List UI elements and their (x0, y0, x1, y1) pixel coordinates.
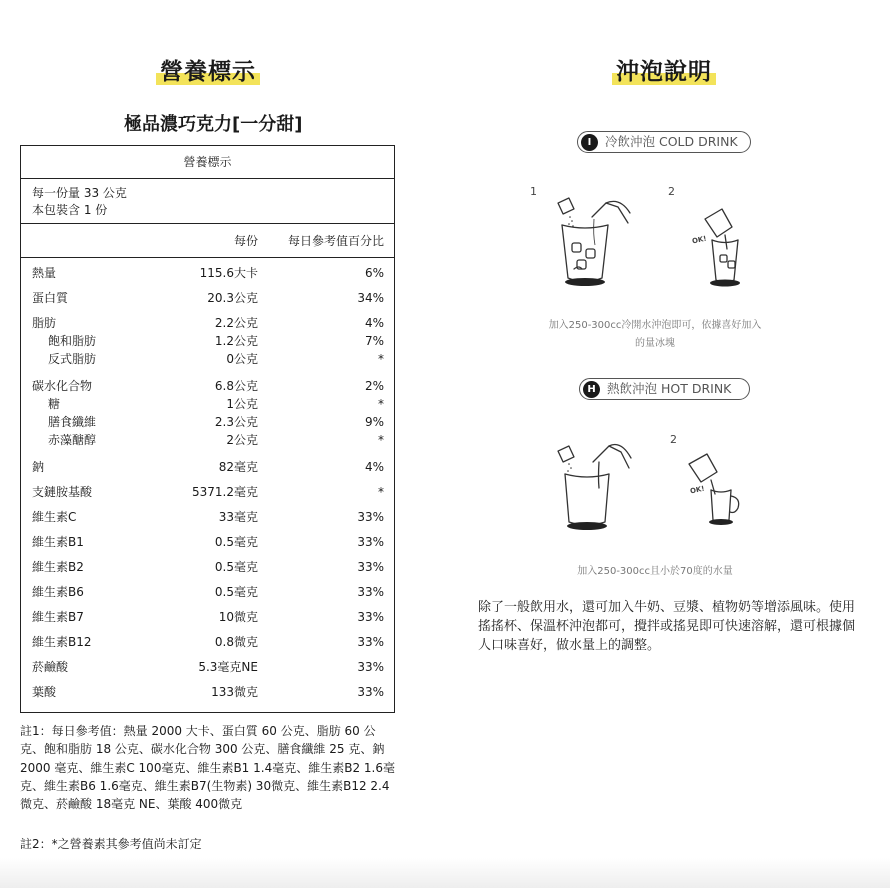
nutrient-amount: 1公克 (226, 397, 258, 411)
nutrient-amount: 2.2公克 (214, 316, 258, 330)
nutrition-row (21, 314, 394, 332)
bottom-fade (0, 858, 890, 888)
nutrient-daily-pct: 33% (357, 660, 384, 674)
nutrient-name: 菸鹼酸 (32, 660, 69, 674)
cold-step-2: 2 (668, 185, 675, 198)
nutrition-row (21, 508, 394, 526)
nutrition-section-title: 營養標示 (160, 57, 256, 87)
nutrient-amount: 20.3公克 (207, 291, 258, 305)
col-per-serving: 每份 (233, 234, 258, 248)
footnote-2: 註2：*之營養素其參考值尚未訂定 (20, 837, 202, 851)
cold-badge-icon: I (581, 134, 598, 151)
nutrition-row (21, 608, 394, 626)
nutrient-daily-pct: 7% (364, 334, 384, 348)
nutrient-daily-pct: 33% (357, 685, 384, 699)
nutrient-daily-pct: 33% (357, 535, 384, 549)
column-headers (21, 224, 394, 258)
hot-ok-text: OK! (689, 484, 706, 496)
nutrient-amount: 5.3毫克NE (198, 660, 258, 674)
nutrition-row (21, 431, 394, 449)
nutrient-amount: 0.5毫克 (214, 560, 258, 574)
nutrient-amount: 115.6大卡 (199, 266, 258, 280)
nutrient-amount: 5371.2毫克 (192, 485, 258, 499)
serving-size: 每一份量 33 公克 (32, 186, 127, 200)
nutrient-daily-pct: 9% (364, 415, 384, 429)
nutrient-name: 支鏈胺基酸 (32, 485, 93, 499)
nutrient-name: 反式脂肪 (48, 352, 97, 366)
nutrient-name: 膳食纖維 (48, 415, 97, 429)
nutrition-row (21, 658, 394, 676)
nutrient-daily-pct: 33% (357, 610, 384, 624)
nutrient-name: 熱量 (32, 266, 57, 280)
nutrient-daily-pct: 6% (364, 266, 384, 280)
nutrient-name: 維生素B2 (32, 560, 84, 574)
nutrient-name: 蛋白質 (32, 291, 69, 305)
col-daily-pct: 每日參考值百分比 (287, 234, 384, 248)
nutrient-amount: 1.2公克 (214, 334, 258, 348)
nutrition-row (21, 583, 394, 601)
nutrient-amount: 2公克 (226, 433, 258, 447)
nutrient-amount: 0.5毫克 (214, 585, 258, 599)
nutrient-name: 葉酸 (32, 685, 57, 699)
nutrition-row (21, 377, 394, 395)
nutrition-row (21, 395, 394, 413)
nutrient-amount: 10微克 (218, 610, 258, 624)
nutrient-daily-pct: * (378, 352, 384, 366)
nutrient-amount: 0.8微克 (214, 635, 258, 649)
hot-step-2: 2 (670, 433, 677, 446)
nutrient-name: 維生素B1 (32, 535, 84, 549)
serving-info (21, 179, 394, 224)
nutrient-amount: 82毫克 (218, 460, 258, 474)
nutrition-row (21, 533, 394, 551)
nutrition-row (21, 264, 394, 282)
nutrient-amount: 133微克 (211, 685, 258, 699)
nutrition-row (21, 289, 394, 307)
nutrition-table (20, 145, 395, 713)
nutrient-name: 維生素B7 (32, 610, 84, 624)
brewing-section-title: 沖泡說明 (616, 57, 712, 87)
hot-caption: 加入250-300cc且小於70度的水量 (577, 566, 733, 577)
nutrient-amount: 0.5毫克 (214, 535, 258, 549)
nutrition-row (21, 413, 394, 431)
cold-shake-illustration (690, 205, 770, 295)
nutrient-name: 碳水化合物 (32, 379, 93, 393)
nutrient-amount: 2.3公克 (214, 415, 258, 429)
cold-ok-text: OK! (691, 234, 708, 246)
hot-pour-illustration (555, 440, 645, 535)
hot-drink-label: H 熱飲沖泡 HOT DRINK (579, 378, 750, 400)
nutrient-name: 脂肪 (32, 316, 57, 330)
nutrient-daily-pct: 2% (364, 379, 384, 393)
nutrition-row (21, 683, 394, 701)
nutrient-name: 鈉 (32, 460, 45, 474)
nutrient-daily-pct: 33% (357, 585, 384, 599)
nutrient-name: 赤藻醣醇 (48, 433, 97, 447)
nutrient-daily-pct: 33% (357, 560, 384, 574)
nutrient-name: 維生素B6 (32, 585, 84, 599)
nutrient-daily-pct: 33% (357, 635, 384, 649)
nutrient-amount: 33毫克 (218, 510, 258, 524)
cold-pour-illustration (550, 195, 640, 295)
nutrient-amount: 6.8公克 (214, 379, 258, 393)
cold-drink-label: I 冷飲沖泡 COLD DRINK (577, 131, 751, 153)
nutrition-row (21, 350, 394, 368)
nutrient-name: 維生素C (32, 510, 77, 524)
nutrition-row (21, 458, 394, 476)
cold-caption: 加入250-300cc冷開水沖泡即可，依據喜好加入 的量冰塊 (548, 320, 762, 349)
nutrient-name: 飽和脂肪 (48, 334, 97, 348)
nutrition-row (21, 483, 394, 501)
servings-per-package: 本包裝含 1 份 (32, 203, 108, 217)
nutrient-daily-pct: 4% (364, 316, 384, 330)
nutrient-daily-pct: * (378, 433, 384, 447)
product-name: 極品濃巧克力[一分甜] (124, 114, 303, 135)
nutrient-daily-pct: 33% (357, 510, 384, 524)
nutrient-daily-pct: * (378, 397, 384, 411)
cold-step-1: 1 (530, 185, 537, 198)
brewing-description: 除了一般飲用水，還可加入牛奶、豆漿、植物奶等增添風味。使用搖搖杯、保溫杯沖泡都可，攪拌或搖晃即可快速溶解，還可根據個人口味喜好，做水量上的調整。 (478, 600, 856, 653)
nutrition-row (21, 558, 394, 576)
nutrition-table-header: 營養標示 (21, 146, 394, 179)
nutrition-row (21, 633, 394, 651)
nutrient-daily-pct: 34% (357, 291, 384, 305)
nutrient-daily-pct: * (378, 485, 384, 499)
nutrition-row (21, 332, 394, 350)
nutrient-daily-pct: 4% (364, 460, 384, 474)
nutrient-amount: 0公克 (226, 352, 258, 366)
nutrient-name: 維生素B12 (32, 635, 92, 649)
footnote-1: 註1：每日參考值：熱量 2000 大卡、蛋白質 60 公克、脂肪 60 公 克、飽和脂肪 18 公克、碳水化合物 300 公克、膳食纖維 25 克、鈉 2000 毫克、維生素C 100毫克、維生素B1 1.4毫克、維生素B2 1.6毫 克、維生素B6 1.6毫克、維生素B7(生物素) 30微克、維生素B12 2.4 微克、菸鹼酸 18毫克 NE、葉酸 400微克 (20, 724, 395, 812)
nutrient-name: 糖 (48, 397, 61, 411)
hot-badge-icon: H (583, 381, 600, 398)
